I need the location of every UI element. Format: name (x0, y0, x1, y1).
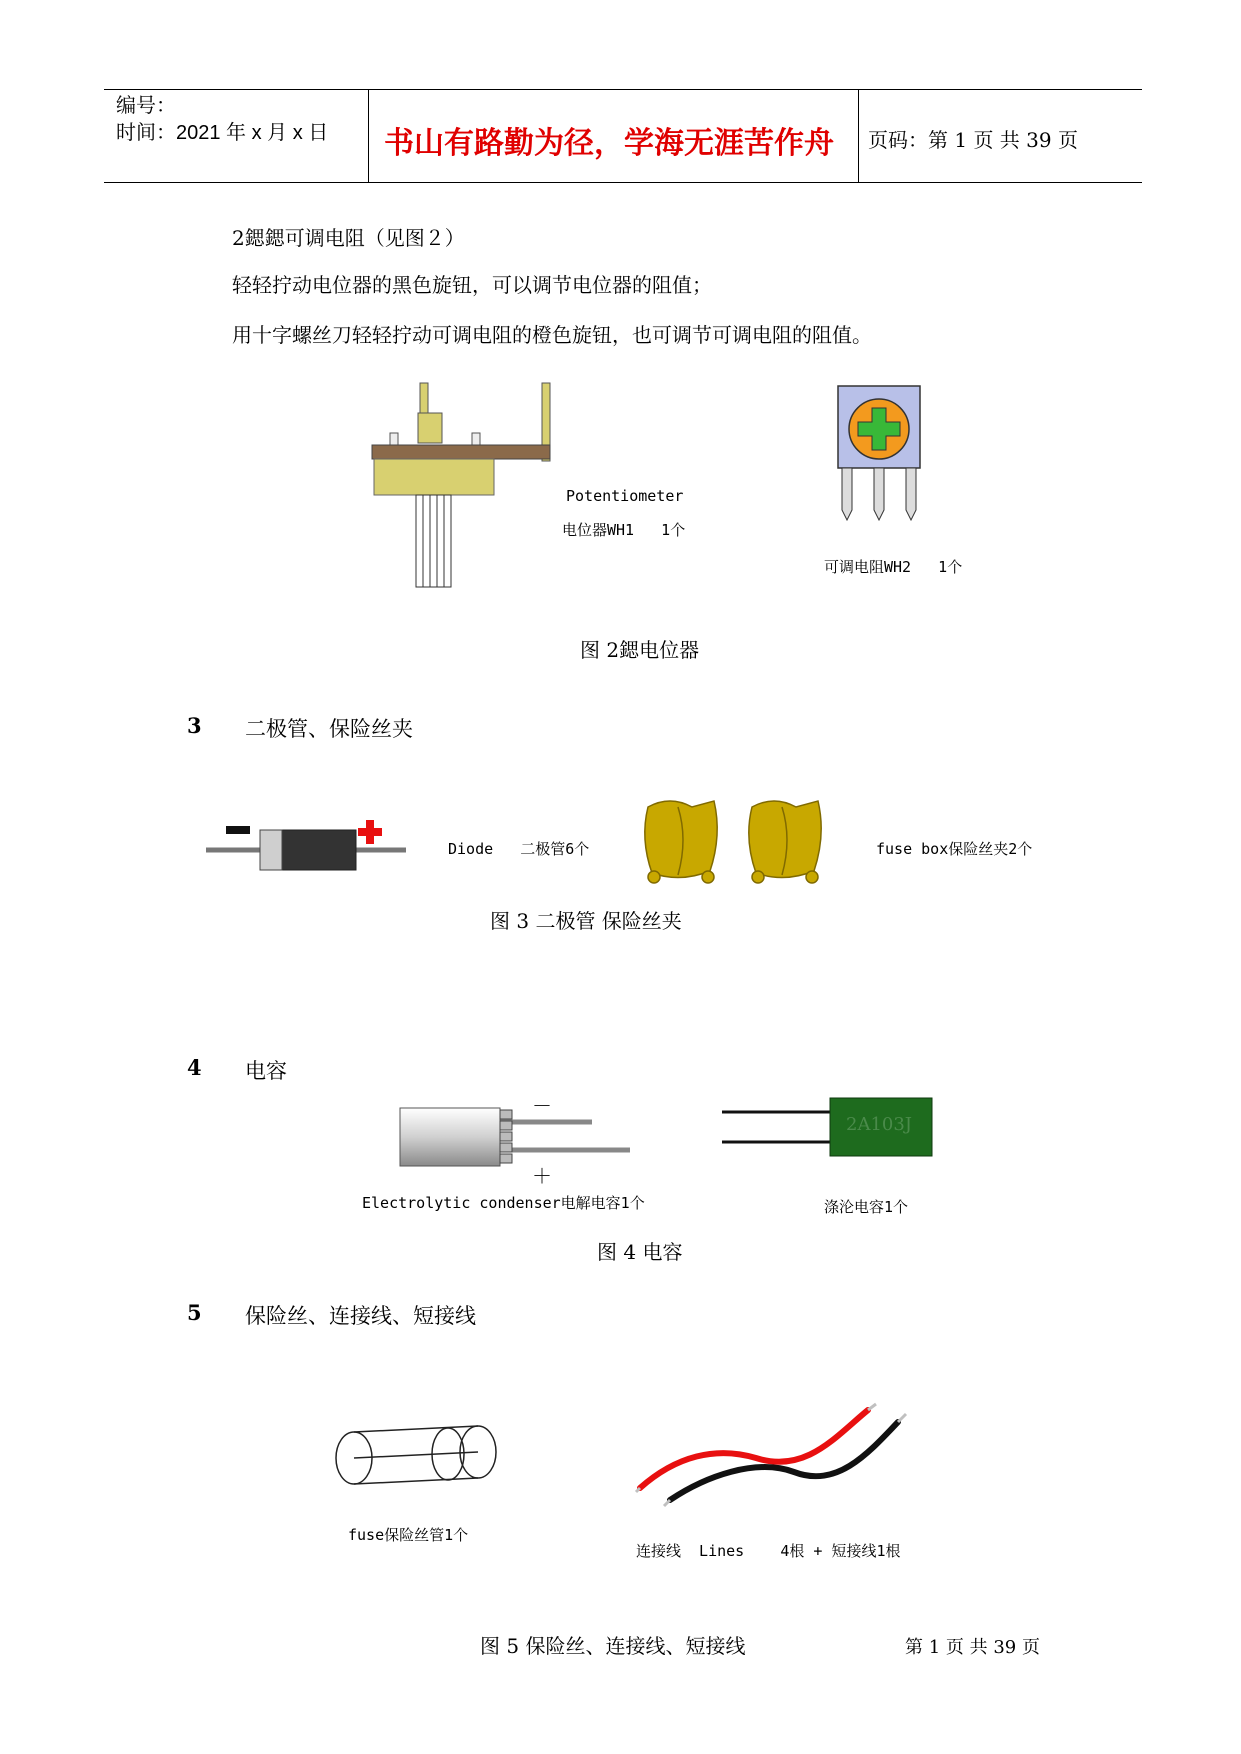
section4-title: 电容 (245, 1059, 287, 1083)
trimmer-resistor-image (836, 386, 926, 526)
section3-number: 3 (187, 713, 202, 738)
figure5-caption: 图 5 保险丝、连接线、短接线 (480, 1634, 746, 1658)
section2-line1: 轻轻拧动电位器的黑色旋钮，可以调节电位器的阻值； (232, 273, 712, 297)
section2-line2: 用十字螺丝刀轻轻拧动可调电阻的橙色旋钮，也可调节可调电阻的阻值。 (232, 323, 872, 347)
electrolytic-capacitor-image (400, 1108, 630, 1178)
header-page-code: 页码：第 1 页 共 39 页 (868, 128, 1078, 152)
diode-label: Diode 二极管6个 (448, 840, 590, 858)
figure4-caption: 图 4 电容 (597, 1240, 683, 1264)
fuse-tube-image (332, 1410, 502, 1500)
polyester-capacitor-code: 2A103J (846, 1114, 913, 1135)
header-number-label: 编号： (116, 95, 176, 117)
section4-number: 4 (187, 1055, 202, 1080)
fuse-tube-label: fuse保险丝管1个 (348, 1526, 469, 1544)
diode-image (206, 816, 406, 886)
connection-wires-image (636, 1396, 916, 1516)
section3-title: 二极管、保险丝夹 (245, 717, 413, 741)
potentiometer-label-en: Potentiometer (566, 487, 684, 505)
figure3-caption: 图 3 二极管 保险丝夹 (490, 909, 682, 933)
header-bottom-rule (104, 182, 1142, 183)
header-top-rule (104, 89, 1142, 90)
section5-title: 保险丝、连接线、短接线 (245, 1304, 476, 1328)
section2-title: 2鍶鍶可调电阻（见图２） (232, 226, 465, 250)
capacitor-minus-sign: － (532, 1094, 552, 1118)
polyester-capacitor-label: 涤沦电容1个 (824, 1198, 909, 1216)
fuse-clips-image (640, 795, 840, 895)
fuse-box-label: fuse box保险丝夹2个 (876, 840, 1033, 858)
electrolytic-capacitor-label: Electrolytic condenser电解电容1个 (362, 1194, 645, 1212)
potentiometer-label-cn: 电位器WH1 1个 (562, 521, 686, 539)
header-time-label: 时间：2021 年 x 月 x 日 (116, 122, 329, 144)
section5-number: 5 (187, 1300, 202, 1325)
connection-wires-label: 连接线 Lines 4根 + 短接线1根 (636, 1542, 901, 1560)
footer-page-info: 第 1 页 共 39 页 (905, 1637, 1040, 1658)
capacitor-plus-sign: ＋ (532, 1164, 552, 1188)
header-motto: 书山有路勤为径，学海无涯苦作舟 (384, 126, 834, 161)
trimmer-resistor-label: 可调电阻WH2 1个 (824, 558, 963, 576)
figure2-caption: 图 2鍶电位器 (580, 638, 700, 662)
potentiometer-image (370, 383, 570, 603)
header-divider-right (858, 89, 859, 182)
